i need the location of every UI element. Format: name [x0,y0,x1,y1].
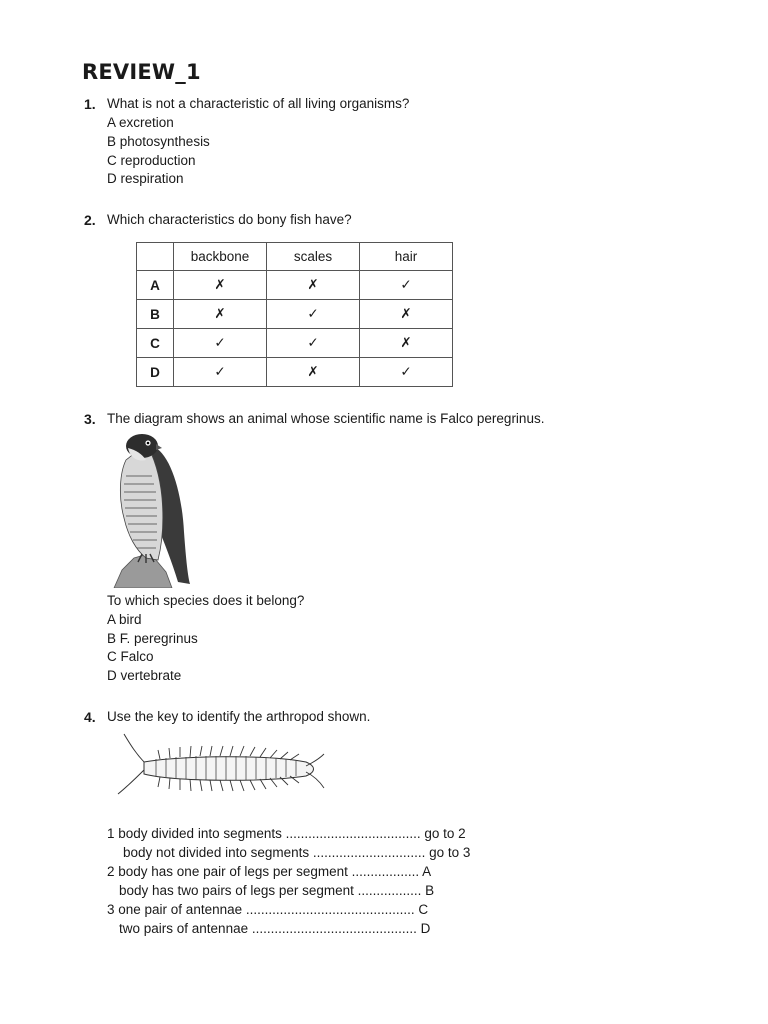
row-label: B [137,300,174,329]
table-header: hair [360,243,453,271]
option: B F. peregrinus [107,630,198,646]
question-number: 1. [84,96,96,112]
table-row [137,358,453,387]
key-line: two pairs of antennae ............................................ D [119,921,431,936]
characteristics-table [136,242,453,387]
falcon-illustration [112,432,194,588]
table-header: backbone [174,243,267,271]
question-text: The diagram shows an animal whose scientific name is Falco peregrinus. [107,411,545,426]
option: A bird [107,611,142,627]
question-number: 4. [84,709,96,725]
table-cell: ✓ [360,271,453,300]
table-header-row [137,243,453,271]
key-line: body not divided into segments .............................. go to 3 [123,845,471,860]
table-cell: ✓ [174,329,267,358]
table-cell: ✗ [174,300,267,329]
option: C Falco [107,649,154,665]
table-corner-cell [137,243,174,271]
table-cell: ✓ [360,358,453,387]
table-cell: ✗ [267,271,360,300]
identification-key [107,824,470,938]
table-row [137,329,453,358]
row-label: A [137,271,174,300]
table-cell: ✓ [174,358,267,387]
table-cell: ✗ [267,358,360,387]
question-text: Use the key to identify the arthropod shown. [107,709,371,724]
question-number: 2. [84,212,96,228]
option: D respiration [107,171,184,187]
key-line: 3 one pair of antennae ............................................. C [107,902,429,917]
row-label: D [137,358,174,387]
question-prompt: To which species does it belong? [107,593,305,608]
key-line: body has two pairs of legs per segment ................. B [119,883,435,898]
option: C reproduction [107,152,196,168]
table-cell: ✗ [360,300,453,329]
table-header: scales [267,243,360,271]
option: B photosynthesis [107,133,210,149]
row-label: C [137,329,174,358]
option: A excretion [107,115,174,130]
table-row [137,271,453,300]
question-text: Which characteristics do bony fish have? [107,212,352,227]
table-cell: ✗ [360,329,453,358]
table-cell: ✓ [267,329,360,358]
centipede-illustration [116,732,328,798]
table-cell: ✗ [174,271,267,300]
question-text: What is not a characteristic of all living organisms? [107,96,410,111]
table-cell: ✓ [267,300,360,329]
question-1-options [107,114,210,189]
key-line: 1 body divided into segments .................................... go to 2 [107,826,466,841]
option: D vertebrate [107,668,182,684]
key-line: 2 body has one pair of legs per segment .................. A [107,864,432,879]
question-number: 3. [84,411,96,427]
page-title: REVIEW_1 [82,60,201,84]
table-row [137,300,453,329]
question-3-options [107,592,304,686]
